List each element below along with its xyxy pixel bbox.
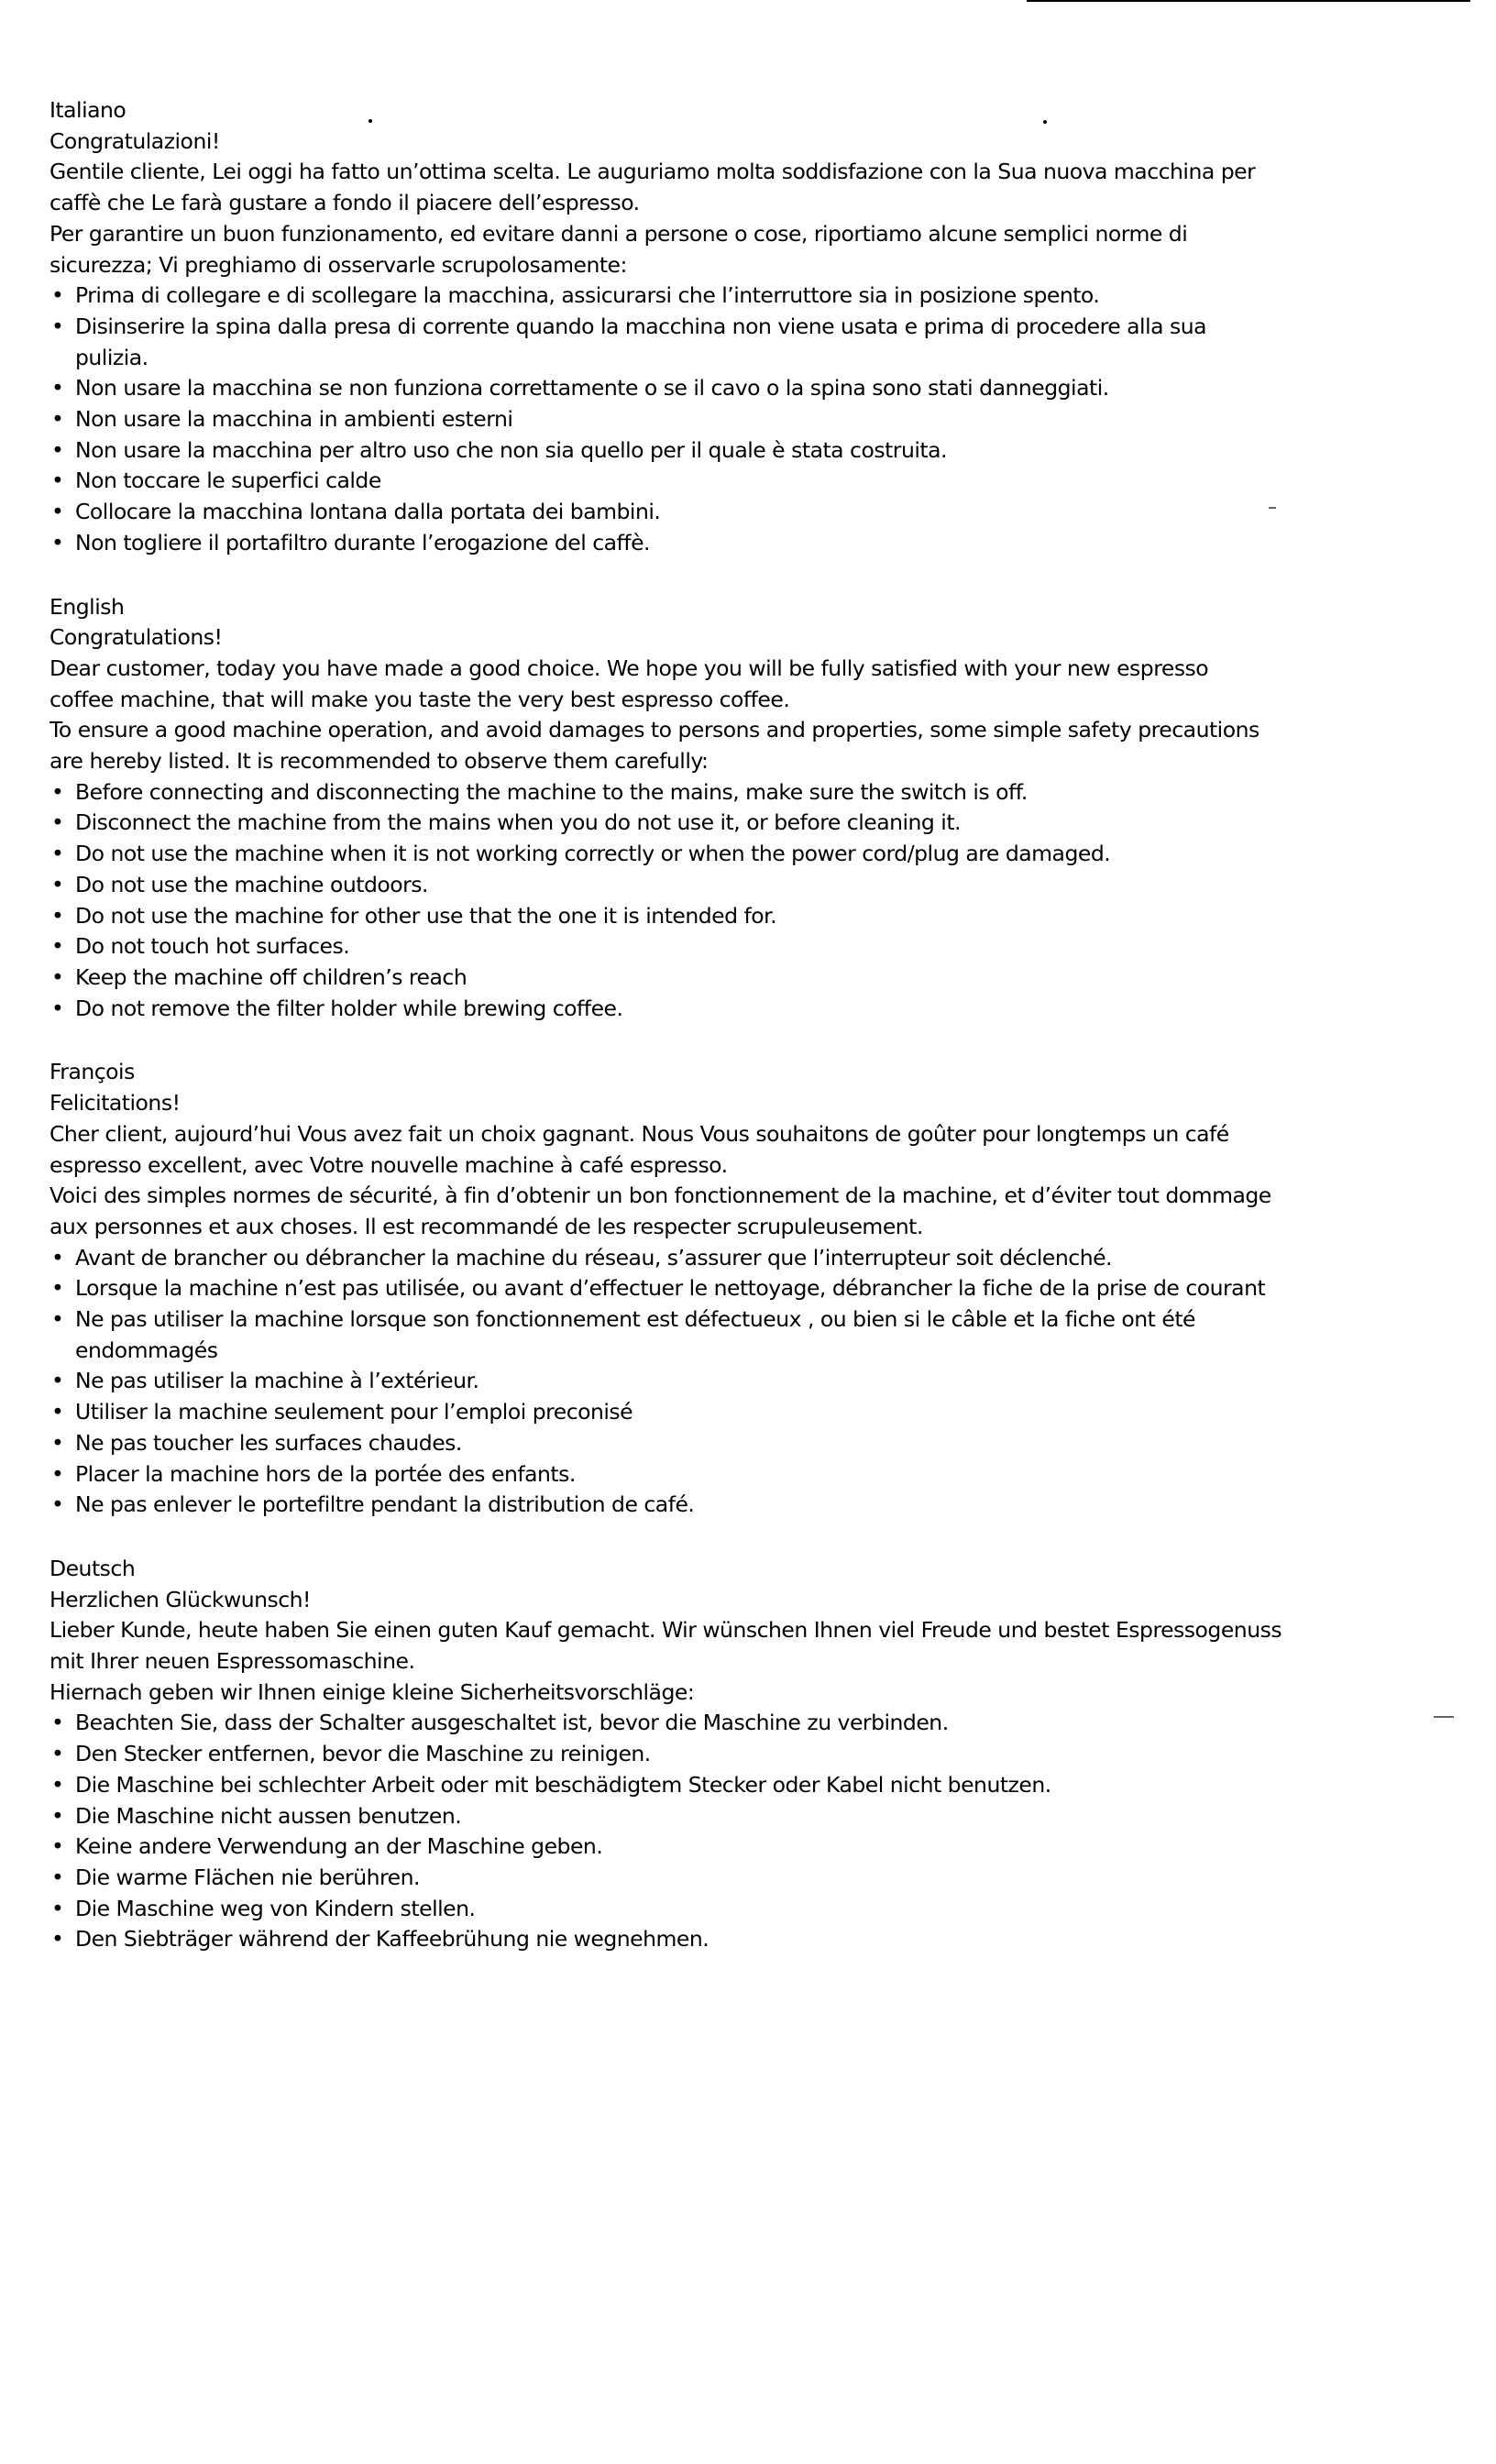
safety-bullet-item bbox=[50, 466, 1370, 497]
bullet-icon: • bbox=[51, 1710, 64, 1736]
safety-intro-line: Per garantire un buon funzionamento, ed evitare danni a persone o cose, riportiamo alcune semplici norme di bbox=[50, 220, 1188, 247]
scan-mark bbox=[1434, 1716, 1454, 1718]
greeting-heading: Congratulazioni! bbox=[50, 127, 220, 154]
bullet-text: Do not remove the filter holder while brewing coffee. bbox=[75, 995, 623, 1021]
bullet-text: Non usare la macchina se non funziona correttamente o se il cavo o la spina sono stati danneggiati. bbox=[75, 375, 1109, 402]
bullet-text: Disinserire la spina dalla presa di corrente quando la macchina non viene usata e prima di procedere alla sua bbox=[75, 313, 1207, 339]
intro-line: Lieber Kunde, heute haben Sie einen guten Kauf gemacht. Wir wünschen Ihnen viel Freude und bestet Espressogenuss bbox=[50, 1617, 1282, 1644]
safety-bullet-item bbox=[50, 528, 1370, 559]
bullet-icon: • bbox=[51, 1491, 64, 1518]
bullet-text: Collocare la macchina lontana dalla portata dei bambini. bbox=[75, 499, 661, 525]
bullet-icon: • bbox=[51, 1926, 64, 1952]
bullet-text: Den Stecker entfernen, bevor die Maschine zu reinigen. bbox=[75, 1741, 651, 1767]
safety-bullet-item bbox=[50, 1243, 1370, 1274]
safety-bullet-item bbox=[50, 931, 1370, 962]
bullet-icon: • bbox=[51, 499, 64, 525]
intro-line: caffè che Le farà gustare a fondo il piacere dell’espresso. bbox=[50, 190, 640, 216]
bullet-icon: • bbox=[51, 436, 64, 463]
safety-bullet-list bbox=[50, 1708, 1370, 1955]
language-section-deutsch bbox=[50, 1554, 1370, 1955]
intro-line: Cher client, aujourd’hui Vous avez fait un choix gagnant. Nous Vous souhaitons de goûter pour longtemps un café bbox=[50, 1120, 1229, 1147]
greeting-heading: Congratulations! bbox=[50, 624, 223, 651]
intro-line: coffee machine, that will make you taste the very best espresso coffee. bbox=[50, 686, 790, 712]
bullet-icon: • bbox=[51, 1802, 64, 1829]
bullet-icon: • bbox=[51, 1368, 64, 1394]
safety-bullet-item bbox=[50, 1924, 1370, 1955]
bullet-icon: • bbox=[51, 1833, 64, 1860]
greeting-heading: Felicitations! bbox=[50, 1090, 181, 1116]
bullet-text: Keine andere Verwendung an der Maschine geben. bbox=[75, 1833, 603, 1860]
bullet-text: Keep the machine off children’s reach bbox=[75, 963, 468, 990]
safety-intro-line: To ensure a good machine operation, and avoid damages to persons and properties, some simple safety precautions bbox=[50, 717, 1260, 743]
safety-bullet-item bbox=[50, 901, 1370, 932]
greeting-heading: Herzlichen Glückwunsch! bbox=[50, 1586, 311, 1612]
top-edge-rule bbox=[1027, 0, 1470, 2]
bullet-icon: • bbox=[51, 1741, 64, 1767]
bullet-icon: • bbox=[51, 1895, 64, 1921]
bullet-text: Die Maschine weg von Kindern stellen. bbox=[75, 1895, 476, 1921]
safety-intro-line: are hereby listed. It is recommended to observe them carefully: bbox=[50, 748, 709, 775]
bullet-icon: • bbox=[51, 778, 64, 805]
language-section-françois bbox=[50, 1057, 1370, 1521]
safety-intro-line: Voici des simples normes de sécurité, à fin d’obtenir un bon fonctionnement de la machine, et d’éviter tout dommage bbox=[50, 1182, 1271, 1209]
safety-bullet-list bbox=[50, 1243, 1370, 1521]
bullet-text: Before connecting and disconnecting the machine to the mains, make sure the switch is off. bbox=[75, 778, 1028, 805]
bullet-text: Disconnect the machine from the mains when you do not use it, or before cleaning it. bbox=[75, 809, 962, 836]
safety-bullet-list bbox=[50, 777, 1370, 1025]
bullet-text: Do not touch hot surfaces. bbox=[75, 933, 350, 960]
safety-bullet-item bbox=[50, 808, 1370, 839]
document-body bbox=[50, 95, 1370, 1988]
safety-bullet-item bbox=[50, 280, 1370, 312]
safety-bullet-item bbox=[50, 497, 1370, 528]
bullet-text: Do not use the machine for other use that the one it is intended for. bbox=[75, 902, 777, 929]
bullet-icon: • bbox=[51, 1429, 64, 1456]
bullet-text: endommagés bbox=[75, 1336, 218, 1363]
safety-bullet-item bbox=[50, 1832, 1370, 1863]
bullet-icon: • bbox=[51, 933, 64, 960]
bullet-icon: • bbox=[51, 809, 64, 836]
bullet-icon: • bbox=[51, 529, 64, 556]
safety-intro-line: sicurezza; Vi preghiamo di osservarle scrupolosamente: bbox=[50, 251, 627, 278]
safety-bullet-item bbox=[50, 777, 1370, 808]
bullet-icon: • bbox=[51, 375, 64, 402]
bullet-text: Placer la machine hors de la portée des enfants. bbox=[75, 1460, 576, 1487]
language-section-english bbox=[50, 592, 1370, 1025]
safety-bullet-item bbox=[50, 994, 1370, 1025]
bullet-text: Ne pas utiliser la machine lorsque son fonctionnement est défectueux , ou bien si le câble et la fiche ont été bbox=[75, 1306, 1195, 1333]
language-heading: English bbox=[50, 593, 125, 620]
safety-bullet-item bbox=[50, 1863, 1370, 1894]
bullet-text: Die Maschine bei schlechter Arbeit oder mit beschädigtem Stecker oder Kabel nicht benutzen. bbox=[75, 1771, 1051, 1798]
safety-bullet-item bbox=[50, 1708, 1370, 1739]
bullet-icon: • bbox=[51, 995, 64, 1021]
safety-bullet-item bbox=[50, 1397, 1370, 1428]
bullet-text: Die Maschine nicht aussen benutzen. bbox=[75, 1802, 462, 1829]
safety-bullet-item bbox=[50, 870, 1370, 901]
bullet-icon: • bbox=[51, 406, 64, 433]
safety-bullet-item bbox=[50, 1801, 1370, 1832]
bullet-text: Lorsque la machine n’est pas utilisée, ou avant d’effectuer le nettoyage, débrancher la fiche de la prise de courant bbox=[75, 1275, 1266, 1302]
bullet-text: Do not use the machine when it is not working correctly or when the power cord/plug are damaged. bbox=[75, 841, 1111, 867]
bullet-text: Ne pas enlever le portefiltre pendant la distribution de café. bbox=[75, 1491, 695, 1518]
bullet-icon: • bbox=[51, 1460, 64, 1487]
bullet-icon: • bbox=[51, 1864, 64, 1890]
safety-intro-line: aux personnes et aux choses. Il est recommandé de les respecter scrupuleusement. bbox=[50, 1213, 923, 1239]
intro-line: espresso excellent, avec Votre nouvelle machine à café espresso. bbox=[50, 1151, 728, 1178]
bullet-text: pulizia. bbox=[75, 344, 148, 370]
safety-bullet-item bbox=[50, 962, 1370, 994]
safety-bullet-item bbox=[50, 1739, 1370, 1770]
safety-bullet-item bbox=[50, 373, 1370, 404]
bullet-text: Non usare la macchina in ambienti esterni bbox=[75, 406, 513, 433]
safety-bullet-item bbox=[50, 404, 1370, 435]
bullet-text: Den Siebträger während der Kaffeebrühung nie wegnehmen. bbox=[75, 1926, 710, 1952]
safety-bullet-item bbox=[50, 839, 1370, 870]
language-section-italiano bbox=[50, 95, 1370, 559]
bullet-icon: • bbox=[51, 1399, 64, 1425]
language-heading: Italiano bbox=[50, 97, 126, 123]
bullet-text: Die warme Flächen nie berühren. bbox=[75, 1864, 420, 1890]
bullet-icon: • bbox=[51, 282, 64, 309]
bullet-icon: • bbox=[51, 313, 64, 339]
intro-line: Dear customer, today you have made a good choice. We hope you will be fully satisfied with your new espresso bbox=[50, 654, 1209, 681]
bullet-icon: • bbox=[51, 902, 64, 929]
safety-bullet-item bbox=[50, 1304, 1370, 1366]
bullet-icon: • bbox=[51, 1771, 64, 1798]
safety-bullet-item bbox=[50, 1770, 1370, 1801]
safety-bullet-item bbox=[50, 1428, 1370, 1459]
safety-bullet-item bbox=[50, 435, 1370, 467]
intro-line: mit Ihrer neuen Espressomaschine. bbox=[50, 1648, 415, 1675]
safety-bullet-item bbox=[50, 1894, 1370, 1925]
bullet-text: Do not use the machine outdoors. bbox=[75, 871, 428, 897]
safety-bullet-item bbox=[50, 1366, 1370, 1397]
bullet-icon: • bbox=[51, 963, 64, 990]
language-heading: François bbox=[50, 1059, 135, 1085]
safety-bullet-item bbox=[50, 1459, 1370, 1490]
bullet-text: Non togliere il portafiltro durante l’erogazione del caffè. bbox=[75, 529, 650, 556]
intro-line: Gentile cliente, Lei oggi ha fatto un’ottima scelta. Le auguriamo molta soddisfazione con la Sua nuova macchina per bbox=[50, 159, 1256, 185]
safety-bullet-item bbox=[50, 1490, 1370, 1521]
safety-bullet-list bbox=[50, 280, 1370, 558]
safety-intro-line: Hiernach geben wir Ihnen einige kleine Sicherheitsvorschläge: bbox=[50, 1678, 695, 1705]
bullet-text: Avant de brancher ou débrancher la machine du réseau, s’assurer que l’interrupteur soit déclenché. bbox=[75, 1244, 1113, 1270]
bullet-text: Prima di collegare e di scollegare la macchina, assicurarsi che l’interruttore sia in posizione spento. bbox=[75, 282, 1100, 309]
bullet-text: Non toccare le superfici calde bbox=[75, 468, 381, 494]
bullet-text: Ne pas toucher les surfaces chaudes. bbox=[75, 1429, 462, 1456]
bullet-text: Ne pas utiliser la machine à l’extérieur. bbox=[75, 1368, 479, 1394]
bullet-icon: • bbox=[51, 468, 64, 494]
bullet-icon: • bbox=[51, 871, 64, 897]
bullet-text: Non usare la macchina per altro uso che non sia quello per il quale è stata costruita. bbox=[75, 436, 947, 463]
bullet-icon: • bbox=[51, 1244, 64, 1270]
bullet-text: Utiliser la machine seulement pour l’emploi preconisé bbox=[75, 1399, 633, 1425]
bullet-icon: • bbox=[51, 1306, 64, 1333]
bullet-icon: • bbox=[51, 1275, 64, 1302]
safety-bullet-item bbox=[50, 312, 1370, 373]
bullet-text: Beachten Sie, dass der Schalter ausgeschaltet ist, bevor die Maschine zu verbinden. bbox=[75, 1710, 949, 1736]
bullet-icon: • bbox=[51, 841, 64, 867]
safety-bullet-item bbox=[50, 1273, 1370, 1304]
language-heading: Deutsch bbox=[50, 1555, 136, 1581]
